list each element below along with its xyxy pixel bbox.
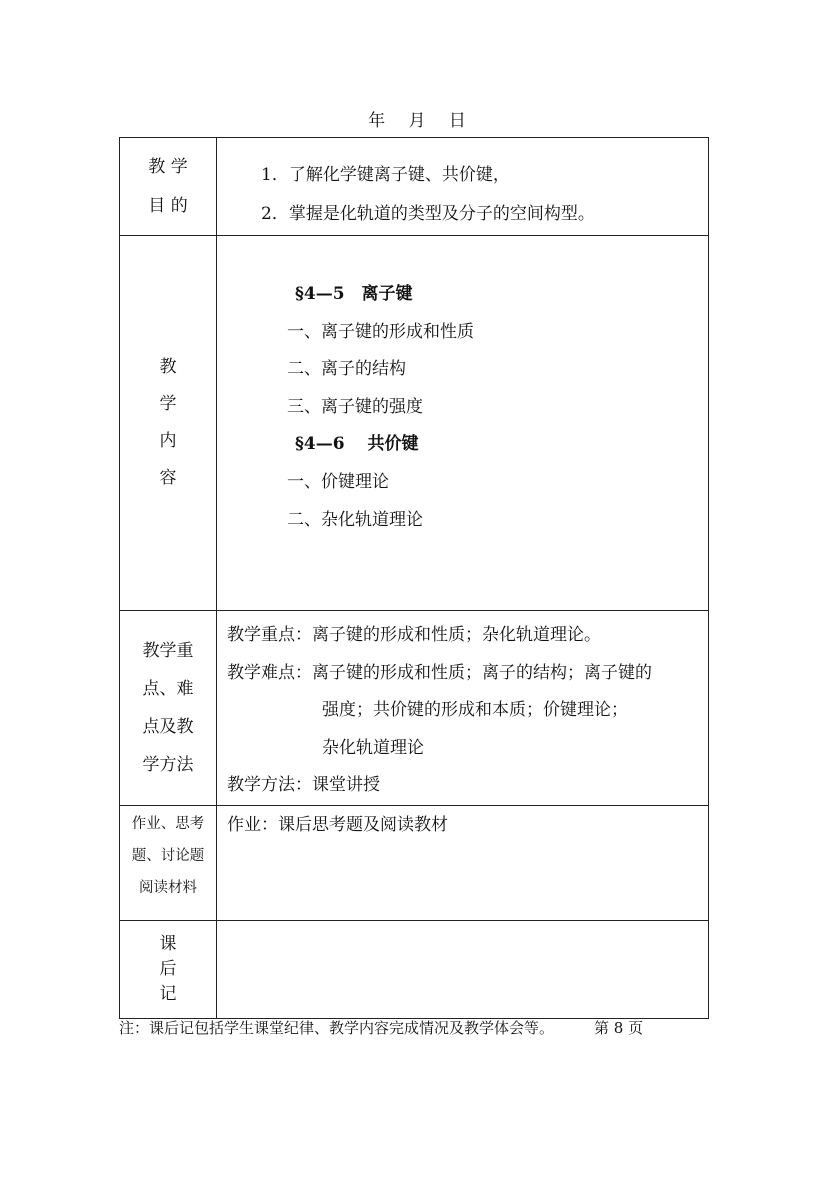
- footnote: [119, 1017, 643, 1038]
- key-label-line: 教学重: [142, 640, 194, 661]
- page-number: 第 8 页: [594, 1019, 644, 1037]
- notes-label: [120, 920, 217, 1018]
- lesson-plan-table: [119, 137, 709, 1019]
- homework-body: [217, 805, 709, 920]
- section-title: §4—6 共价键: [295, 434, 419, 455]
- aims-item: 2．掌握是化轨道的类型及分子的空间构型。: [261, 204, 595, 224]
- key-label-line: 点、难: [142, 678, 194, 699]
- notes-row: [120, 920, 709, 1018]
- aims-label-line: 目 的: [148, 195, 188, 216]
- homework-label-line: 作业、思考: [131, 815, 205, 832]
- date-line: [0, 106, 834, 131]
- homework-label-line: 题、讨论题: [131, 847, 205, 864]
- homework-row: [120, 805, 709, 920]
- content-label-line: 容: [159, 468, 177, 488]
- aims-item: 1．了解化学键离子键、共价键，: [261, 165, 510, 185]
- aims-label: [120, 138, 217, 236]
- notes-body: [217, 920, 709, 1018]
- footnote-text: 注：课后记包括学生课堂纪律、教学内容完成情况及教学体会等。: [119, 1019, 555, 1037]
- teaching-difficulty: 教学难点：离子键的形成和性质；离子的结构；离子键的: [227, 662, 652, 683]
- key-points-label: [120, 611, 217, 806]
- section-item: 一、离子键的形成和性质: [287, 321, 474, 342]
- teaching-method: 教学方法：课堂讲授: [227, 775, 380, 795]
- homework-text: 作业：课后思考题及阅读教材: [227, 814, 448, 835]
- section-item: 三、离子键的强度: [287, 396, 423, 417]
- section-item: 二、杂化轨道理论: [287, 509, 423, 530]
- content-label-line: 学: [159, 394, 177, 414]
- key-label-line: 点及教: [142, 716, 194, 737]
- homework-label-line: 阅读材料: [139, 879, 197, 896]
- aims-row: [120, 138, 709, 236]
- key-points-body: [217, 611, 709, 806]
- key-label-line: 学方法: [142, 754, 194, 775]
- notes-label-line: 记: [159, 983, 177, 1004]
- teaching-difficulty-cont: 杂化轨道理论: [322, 737, 424, 758]
- day-label: 日: [448, 111, 466, 131]
- content-label-line: 内: [159, 431, 177, 451]
- year-label: 年: [368, 111, 386, 131]
- key-points-row: [120, 611, 709, 806]
- section-item: 二、离子的结构: [287, 359, 406, 380]
- content-label: [120, 236, 217, 611]
- content-row: [120, 236, 709, 611]
- homework-label: [120, 805, 217, 920]
- month-label: 月: [408, 111, 426, 131]
- aims-label-line: 教 学: [148, 156, 188, 177]
- section-title: §4—5 离子键: [295, 284, 413, 304]
- notes-label-line: 后: [159, 958, 177, 979]
- aims-body: [217, 138, 709, 236]
- teaching-focus: 教学重点：离子键的形成和性质；杂化轨道理论。: [227, 625, 601, 645]
- section-item: 一、价键理论: [287, 471, 389, 492]
- content-label-line: 教: [159, 357, 177, 377]
- teaching-difficulty-cont: 强度；共价键的形成和本质；价键理论；: [322, 700, 628, 720]
- notes-label-line: 课: [159, 933, 177, 954]
- content-body: [217, 236, 709, 611]
